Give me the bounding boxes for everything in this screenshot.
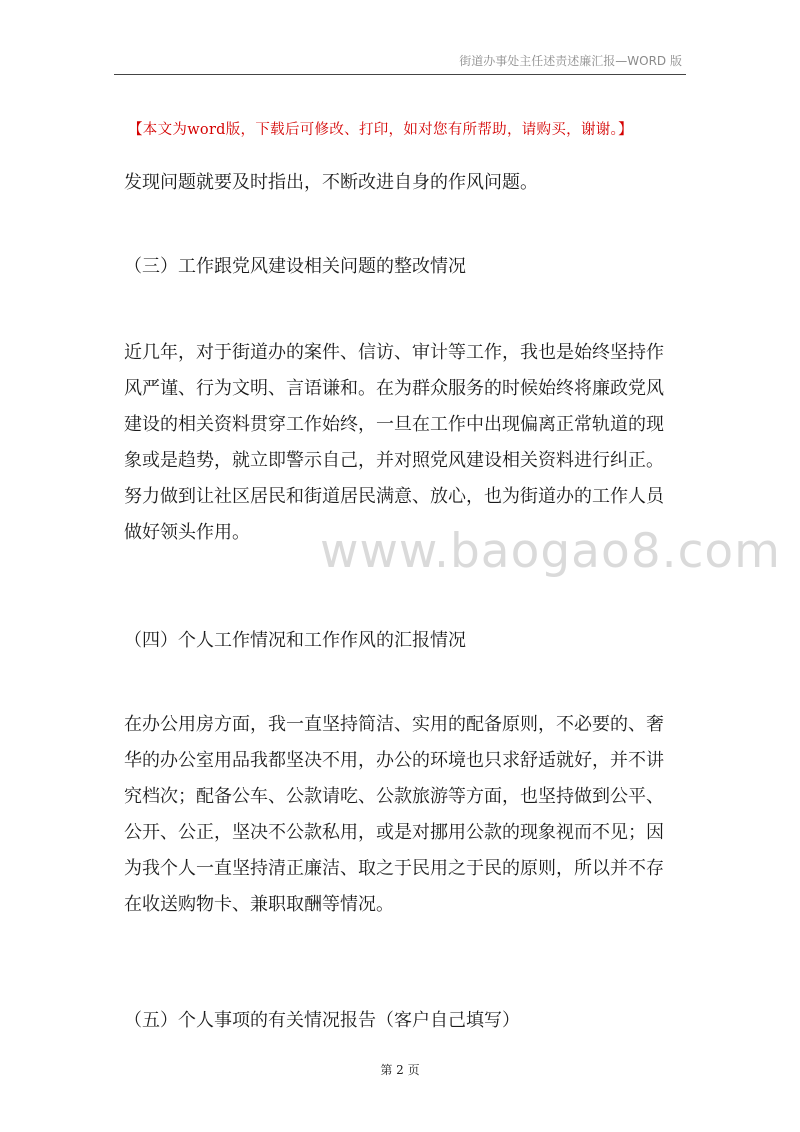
paragraph-line: 风严谨、行为文明、言语谦和。在为群众服务的时候始终将廉政党风 — [124, 378, 664, 399]
page-number: 第 2 页 — [380, 1063, 420, 1077]
header-divider — [114, 74, 686, 75]
page-header-title: 街道办事处主任述责述廉汇报—WORD 版 — [459, 54, 682, 68]
paragraph-line: 在办公用房方面，我一直坚持简洁、实用的配备原则，不必要的、奢 — [124, 714, 664, 735]
section-4-paragraph — [124, 707, 684, 923]
paragraph-line: 究档次；配备公车、公款请吃、公款旅游等方面，也坚持做到公平、 — [124, 786, 664, 807]
paragraph-line: 为我个人一直坚持清正廉洁、取之于民用之于民的原则，所以并不存 — [124, 858, 664, 879]
section-5-heading: （五）个人事项的有关情况报告（客户自己填写） — [124, 1010, 520, 1031]
section-3-heading: （三）工作跟党风建设相关问题的整改情况 — [124, 256, 466, 277]
paragraph-line: 在收送购物卡、兼职取酬等情况。 — [124, 894, 394, 915]
paragraph-line: 象或是趋势，就立即警示自己，并对照党风建设相关资料进行纠正。 — [124, 450, 664, 471]
paragraph-line: 公开、公正，坚决不公款私用，或是对挪用公款的现象视而不见；因 — [124, 822, 664, 843]
section-3-paragraph — [124, 335, 684, 551]
paragraph-line: 努力做到让社区居民和街道居民满意、放心，也为街道办的工作人员 — [124, 486, 664, 507]
paragraph-line: 近几年，对于街道办的案件、信访、审计等工作，我也是始终坚持作 — [124, 342, 664, 363]
intro-line: 发现问题就要及时指出，不断改进自身的作风问题。 — [124, 172, 538, 193]
paragraph-line: 做好领头作用。 — [124, 522, 250, 543]
section-4-heading: （四）个人工作情况和工作作风的汇报情况 — [124, 630, 466, 651]
paragraph-line: 建设的相关资料贯穿工作始终，一旦在工作中出现偏离正常轨道的现 — [124, 414, 664, 435]
download-notice: 【本文为word版，下载后可修改、打印，如对您有所帮助，请购买，谢谢。】 — [128, 122, 633, 138]
watermark: www.baogao8.com — [320, 524, 781, 579]
paragraph-line: 华的办公室用品我都坚决不用，办公的环境也只求舒适就好，并不讲 — [124, 750, 664, 771]
